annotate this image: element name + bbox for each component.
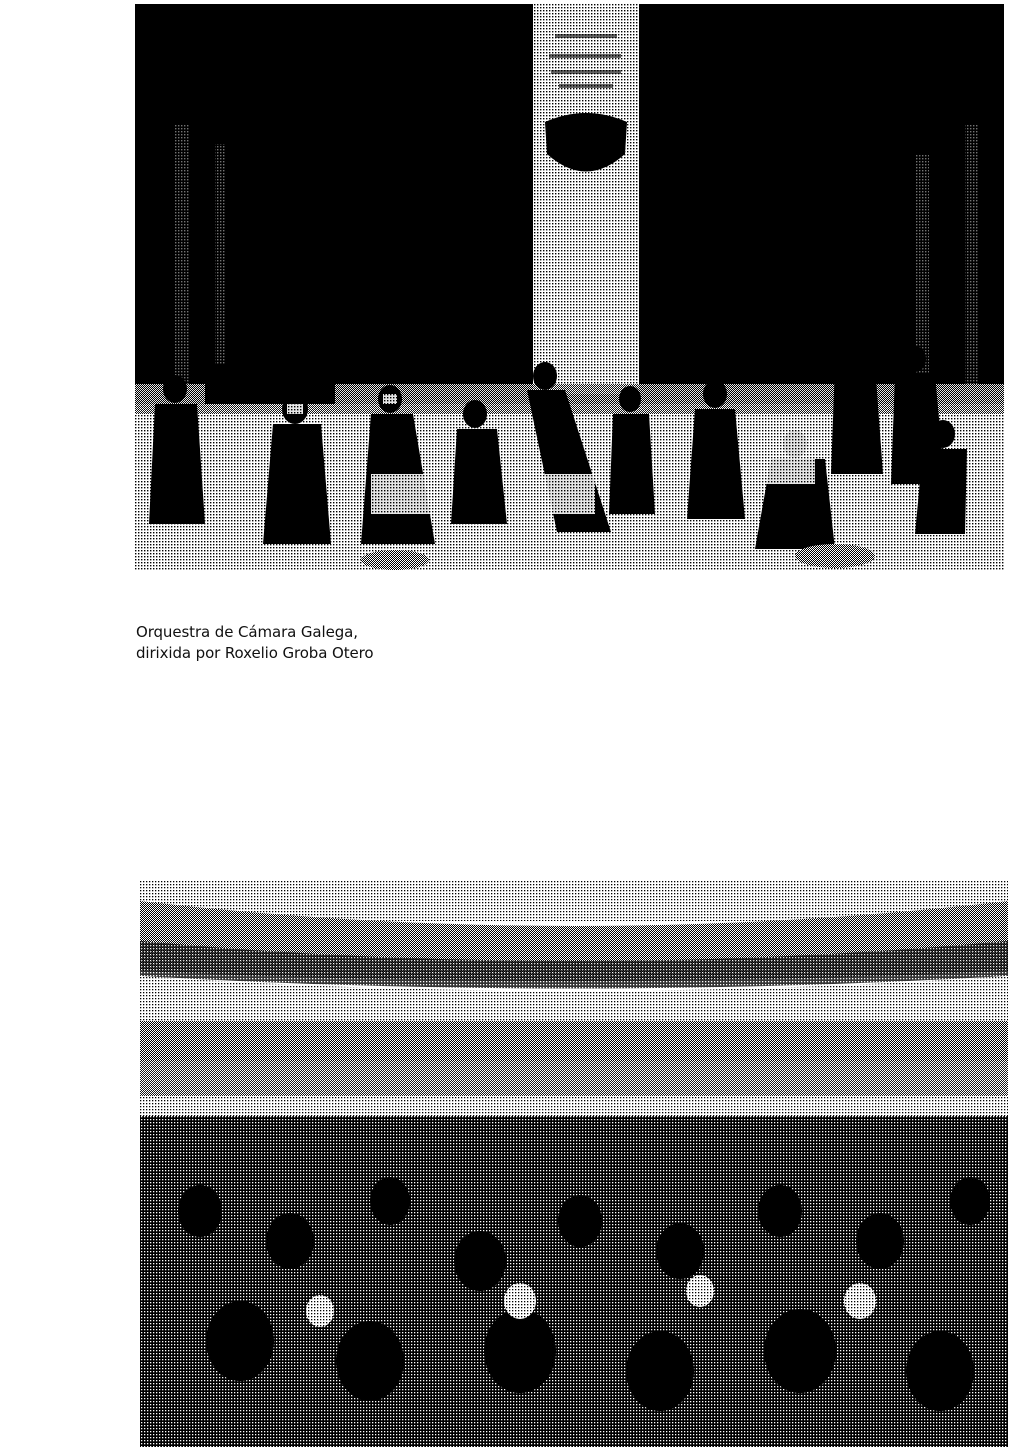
photo-caption	[136, 622, 373, 664]
orchestra-photo	[135, 4, 1004, 570]
audience-photo	[140, 881, 1008, 1447]
caption-line-2: dirixida por Roxelio Groba Otero	[136, 644, 374, 662]
caption-line-1: Orquestra de Cámara Galega,	[136, 623, 358, 641]
